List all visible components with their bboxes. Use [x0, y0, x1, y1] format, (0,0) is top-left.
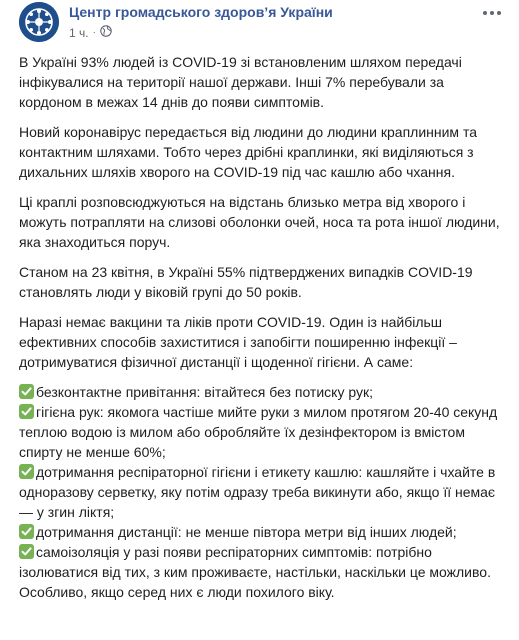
- post-meta: [69, 25, 112, 40]
- checklist-item: [19, 402, 507, 462]
- post-content: [19, 52, 507, 602]
- checklist-item: [19, 542, 507, 602]
- checklist-item-text: безконтактне привітання: вітайтеся без потиску рук;: [36, 384, 373, 400]
- more-options-button[interactable]: [481, 6, 503, 20]
- check-mark-icon: [19, 404, 34, 419]
- post-paragraph: В Україні 93% людей із COVID-19 зі встановленим шляхом передачі інфікувалися на території нашої держави. Інші 7% перебували за кордоном в межах 14 днів до появи симптомів.: [19, 54, 462, 110]
- public-health-center-logo-icon: [19, 2, 59, 42]
- check-mark-icon: [19, 524, 34, 539]
- checklist-item: [19, 522, 507, 542]
- checklist-item: [19, 382, 507, 402]
- post-paragraph: Станом на 23 квітня, в Україні 55% підтверджених випадків COVID-19 становлять люди у віковій групі до 50 років.: [19, 264, 473, 300]
- checklist-item-text: дотримання респіраторної гігієни і етикету кашлю: кашляйте і чхайте в одноразову серветку, яку потім одразу треба викинути або, якщо її немає — у згин ліктя;: [19, 464, 496, 520]
- post-paragraph: Ці краплі розповсюджуються на відстань близько метра від хворого і можуть потрапляти на слизові оболонки очей, носа та рота іншої людини, яка знаходиться поруч.: [19, 194, 500, 250]
- post-paragraph: Новий коронавірус передається від людини до людини краплинним та контактним шляхами. Тобто через дрібні краплинки, які виділяються з дихальних шляхів хворого на COVID-19 під час кашлю або чхання.: [19, 124, 477, 180]
- page-name-link[interactable]: Центр громадського здоров’я України: [69, 4, 333, 20]
- check-mark-icon: [19, 464, 34, 479]
- meta-separator: ·: [92, 27, 96, 38]
- checklist-item-text: самоізоляція у разі появи респіраторних симптомів: потрібно ізолюватися від тих, з ким проживаєте, настільки, наскільки це можливо. Особливо, якщо серед них є люди похилого віку.: [19, 544, 491, 600]
- post-paragraph: Наразі немає вакцини та ліків проти COVID-19. Один із найбільш ефективних способів захиститися і запобігти поширенню інфекції – дотримуватися фізичної дистанції і щоденної гігієни. А саме:: [19, 314, 457, 370]
- globe-icon[interactable]: [100, 25, 112, 40]
- prevention-checklist: [19, 382, 507, 602]
- ellipsis-icon: [483, 11, 487, 15]
- checklist-item: [19, 462, 507, 522]
- check-mark-icon: [19, 384, 34, 399]
- checklist-item-text: дотримання дистанції: не менше півтора метри від інших людей;: [36, 524, 457, 540]
- ellipsis-dot: [490, 11, 494, 15]
- ellipsis-dot: [497, 11, 501, 15]
- page-avatar[interactable]: [19, 2, 59, 42]
- checklist-item-text: гігієна рук: якомога частіше мийте руки з милом протягом 20-40 секунд теплою водою із милом або обробляйте їх дезінфектором із вмістом спирту не менше 60%;: [19, 404, 498, 460]
- check-mark-icon: [19, 544, 34, 559]
- post-time-link[interactable]: 1 ч.: [69, 25, 89, 40]
- post-header: [19, 0, 507, 52]
